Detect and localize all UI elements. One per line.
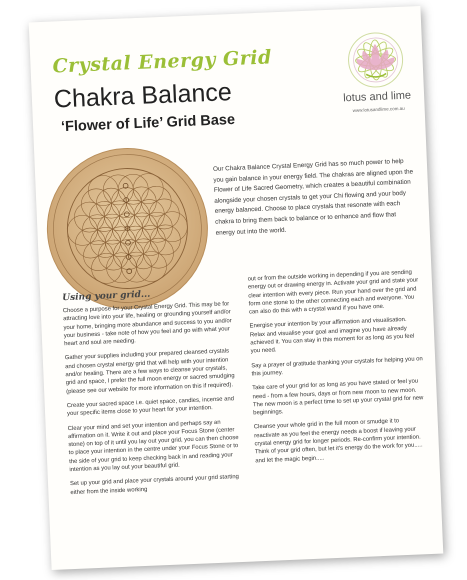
section-heading: Using your grid... [62,289,151,304]
document-sheet [29,6,444,570]
instructions-right-column [247,268,427,471]
instruction-paragraph: Set up your grid and place your crystals around your grid starting either from the inside working [69,474,240,496]
instruction-paragraph: Take care of your grid for as long as you have stated or feel you need - from a few hours, days or from new moon to new moon. The new moon is a perfect time to set up your crystal grid for new beginnings. [252,378,424,417]
instruction-paragraph: Gather your supplies including your prepared cleansed crystals and chosen crystal energy grid that will help with your intention and/or healing. There are a few ways to cleanse your crystals, grid and space, I prefer the full moon energy or sacred smudging (please see our website for more information on this if required). [64,348,235,395]
instructions-left-column [63,300,243,503]
instruction-paragraph: Say a prayer of gratitude thanking your crystals for helping you on this journey. [251,355,423,378]
intro-paragraph: Our Chakra Balance Crystal Energy Grid has so much power to help you gain balance in your energy field. The chakras are aligned upon the Flower of Life Sacred Geometry, which creates a beautiful combination alongside your chosen crystals to get your Chi flowing and your body energy balanced. Choose to place crystals that resonate with each chakra to bring them back to balance or to enhance and flow that energy out into the world. [212,157,414,237]
logo-url: www.lotusandlime.com.au [352,105,405,113]
logo-name: lotus and lime [342,89,412,105]
document-title: Chakra Balance [53,78,233,114]
instruction-paragraph: Clear your mind and set your intention and perhaps say an affirmation on it. Write it out and place your Focus Stone (center stone) on top of it until you lay out your grid, you can then choose to place your intention in the centre under your Focus Stone or to the side of your grid to keep checking back in and reading your intention as you lay out your beautiful grid. [67,419,239,474]
script-title: Crystal Energy Grid [52,46,273,78]
instruction-paragraph: Cleanse your whole grid in the full moon or smudge it to reactivate as you feel the energy needs a boost if leaving your crystal energy grid for longer periods. Re-confirm your intention. Think of your grid often, but let it's energy do the work for you..... and let the magic begin..... [253,418,423,464]
document-subtitle: ‘Flower of Life’ Grid Base [60,111,236,136]
instruction-paragraph: Energise your intention by your affirmation and visualisation. Relax and visualise your goal and imagine you have already achieved it. You can stay in this moment for as long as you feel you need. [249,317,415,355]
instruction-paragraph: out or from the outside working in depending if you are sending energy out or drawing energy in. Activate your grid and state your clear intention with every piece. Run your hand over the grid and form one stone to the other connecting each and everyone. You can also do this with a crystal wand if you have one. [247,269,419,316]
instruction-paragraph: Create your sacred space i.e. quiet space, candles, incense and your specific items close to your heart for your intention. [66,396,235,418]
instruction-paragraph: Choose a purpose for your Crystal Energy Grid. This may be for attracting love into your life, healing or grounding yourself and/or your home, bringing more abundance and success to you and/or your business - take note of how you feel and go with what your heart and soul are needing. [62,301,232,348]
